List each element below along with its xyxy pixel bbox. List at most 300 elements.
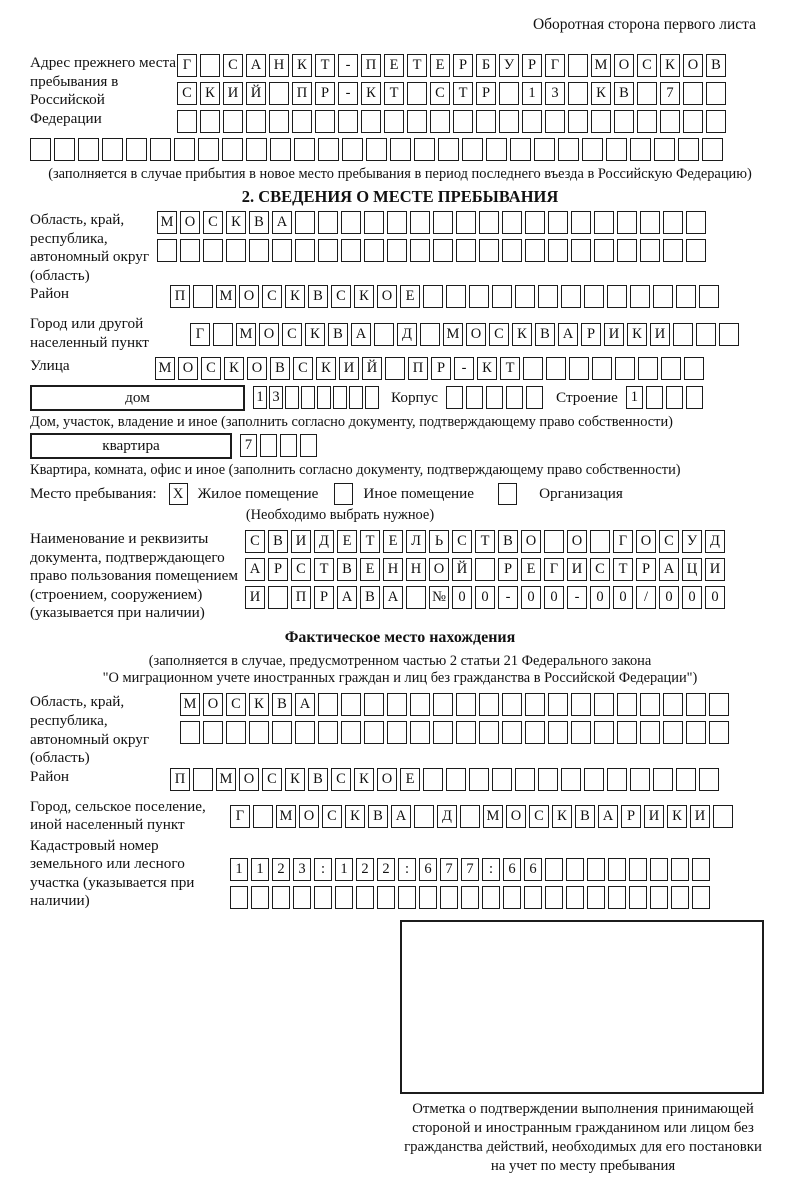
form-cell [663, 239, 683, 262]
form-cell: К [354, 285, 374, 308]
prev-address-block [30, 54, 770, 138]
form-cell: 3 [293, 858, 311, 881]
form-cell [338, 110, 358, 133]
form-cell: О [521, 530, 541, 553]
form-cell [414, 138, 435, 161]
form-cell: № [429, 586, 449, 609]
form-cell [318, 693, 338, 716]
form-cell: Й [452, 558, 472, 581]
form-cell: 6 [419, 858, 437, 881]
form-cell: Т [360, 530, 380, 553]
form-cell [365, 386, 379, 409]
form-cell: 1 [251, 858, 269, 881]
form-cell: К [224, 357, 244, 380]
prev-address-caption: (заполняется в случае прибытия в новое место пребывания в период последнего въезда в Российскую Федерацию) [48, 166, 752, 182]
form-cell: Т [453, 82, 473, 105]
form-cell: В [272, 693, 292, 716]
actual-district-label: Район [30, 767, 70, 785]
form-cell: К [591, 82, 611, 105]
form-cell [456, 239, 476, 262]
form-cell [407, 82, 427, 105]
form-cell [692, 886, 710, 909]
form-cell [587, 858, 605, 881]
form-cell [356, 886, 374, 909]
form-cell [433, 721, 453, 744]
form-cell [364, 211, 384, 234]
form-cell: А [351, 323, 371, 346]
form-cell: 0 [613, 586, 633, 609]
form-cell: С [659, 530, 679, 553]
form-cell [482, 886, 500, 909]
form-cell [342, 138, 363, 161]
form-cell [558, 138, 579, 161]
form-cell: К [660, 54, 680, 77]
city-block [30, 315, 770, 352]
form-cell: У [499, 54, 519, 77]
form-cell [456, 721, 476, 744]
form-cell: А [272, 211, 292, 234]
form-cell: С [226, 693, 246, 716]
form-cell: А [558, 323, 578, 346]
cadastral-label: Кадастровый номер земельного или лесного участка (указывается при наличии) [30, 836, 195, 910]
form-cell [630, 138, 651, 161]
form-cell: О [683, 54, 703, 77]
form-cell [544, 530, 564, 553]
form-cell: У [682, 530, 702, 553]
form-cell [223, 110, 243, 133]
form-cell: Р [476, 82, 496, 105]
form-cell: А [391, 805, 411, 828]
actual-district-block [30, 768, 770, 796]
form-cell [525, 693, 545, 716]
form-cell [663, 693, 683, 716]
form-cell: Т [384, 82, 404, 105]
form-cell: Р [621, 805, 641, 828]
street-label: Улица [30, 356, 70, 374]
form-cell [333, 386, 347, 409]
form-cell: - [338, 82, 358, 105]
form-cell: А [246, 54, 266, 77]
form-cell [561, 768, 581, 791]
form-cell: В [614, 82, 634, 105]
korpus-label: Корпус [391, 388, 439, 406]
form-cell [374, 323, 394, 346]
form-cell [584, 285, 604, 308]
actual-city-block [30, 798, 770, 835]
form-cell: И [604, 323, 624, 346]
form-cell [614, 110, 634, 133]
prev-address-label: Адрес прежнего места пребывания в Российской Федерации [30, 54, 177, 127]
form-cell: 6 [524, 858, 542, 881]
form-cell: В [360, 586, 380, 609]
form-cell: Т [500, 357, 520, 380]
form-cell: И [650, 323, 670, 346]
form-cell [506, 386, 523, 409]
region-cells [157, 211, 709, 267]
form-cell [654, 138, 675, 161]
form-cell [594, 211, 614, 234]
form-cell: Г [544, 558, 564, 581]
form-cell: Д [314, 530, 334, 553]
form-cell: Р [498, 558, 518, 581]
form-cell [523, 357, 543, 380]
form-cell: Г [230, 805, 250, 828]
form-cell: Г [190, 323, 210, 346]
form-cell [102, 138, 123, 161]
form-cell: Л [406, 530, 426, 553]
form-cell [180, 239, 200, 262]
form-cell [314, 886, 332, 909]
form-cell [193, 768, 213, 791]
form-cell [253, 805, 273, 828]
form-cell: 1 [626, 386, 643, 409]
form-cell [525, 211, 545, 234]
form-cell: К [354, 768, 374, 791]
street-row [155, 357, 707, 380]
form-cell [157, 239, 177, 262]
form-cell [607, 285, 627, 308]
form-cell: А [383, 586, 403, 609]
house-block [30, 385, 770, 411]
form-cell [479, 721, 499, 744]
document-label: Наименование и реквизиты документа, подтверждающего право пользования помещением (строением, сооружением) (указывается при наличии) [30, 530, 239, 622]
form-cell: О [636, 530, 656, 553]
form-cell: 7 [440, 858, 458, 881]
actual-region-row-2 [180, 721, 732, 744]
form-cell: К [345, 805, 365, 828]
form-cell [230, 886, 248, 909]
document-row-2 [245, 558, 728, 581]
form-cell [246, 110, 266, 133]
form-cell [268, 586, 288, 609]
form-cell [526, 386, 543, 409]
form-cell: Е [400, 768, 420, 791]
form-cell: В [337, 558, 357, 581]
street-block [30, 357, 770, 385]
form-cell: А [337, 586, 357, 609]
form-cell: Е [384, 54, 404, 77]
district-label: Район [30, 285, 70, 303]
form-cell [193, 285, 213, 308]
form-cell [387, 721, 407, 744]
form-cell [341, 693, 361, 716]
form-cell: Й [362, 357, 382, 380]
form-cell: 1 [522, 82, 542, 105]
form-cell: А [295, 693, 315, 716]
form-cell: С [489, 323, 509, 346]
form-cell: О [377, 768, 397, 791]
form-cell: С [177, 82, 197, 105]
form-cell [566, 886, 584, 909]
form-cell [226, 239, 246, 262]
form-cell [269, 110, 289, 133]
form-cell [525, 721, 545, 744]
cadastral-row-2 [230, 886, 713, 909]
form-cell [180, 721, 200, 744]
form-cell [499, 110, 519, 133]
form-cell: П [408, 357, 428, 380]
form-cell [213, 323, 233, 346]
stamp-area-box [400, 920, 764, 1094]
form-cell [222, 138, 243, 161]
form-cell: М [483, 805, 503, 828]
form-cell [294, 138, 315, 161]
section2-title: 2. СВЕДЕНИЯ О МЕСТЕ ПРЕБЫВАНИЯ [241, 187, 559, 207]
form-cell [686, 693, 706, 716]
form-cell: Д [437, 805, 457, 828]
form-cell [462, 138, 483, 161]
stroenie-label: Строение [556, 388, 618, 406]
form-cell: О [259, 323, 279, 346]
form-cell: О [299, 805, 319, 828]
form-cell: К [361, 82, 381, 105]
apartment-box: квартира [30, 433, 232, 459]
form-cell: В [535, 323, 555, 346]
form-cell [440, 886, 458, 909]
form-cell [200, 110, 220, 133]
form-cell: В [706, 54, 726, 77]
form-cell: В [308, 285, 328, 308]
form-cell [617, 721, 637, 744]
form-cell [594, 239, 614, 262]
form-cell [301, 386, 315, 409]
form-cell: 0 [590, 586, 610, 609]
form-cell: И [567, 558, 587, 581]
form-cell: Й [246, 82, 266, 105]
cadastral-row-1 [230, 858, 713, 881]
form-cell [637, 110, 657, 133]
form-cell: Г [613, 530, 633, 553]
form-cell [295, 211, 315, 234]
form-cell: Т [407, 54, 427, 77]
form-cell: С [331, 285, 351, 308]
option-inoe-label: Иное помещение [363, 485, 475, 503]
form-cell: Р [522, 54, 542, 77]
form-cell [377, 886, 395, 909]
stay-place-hint: (Необходимо выбрать нужное) [245, 507, 435, 524]
form-cell [608, 858, 626, 881]
form-cell [387, 693, 407, 716]
form-cell [433, 693, 453, 716]
form-cell: С [529, 805, 549, 828]
form-cell: А [598, 805, 618, 828]
form-cell [524, 886, 542, 909]
actual-region-label: Область, край, республика, автономный округ (область) [30, 693, 150, 767]
checkbox-inoe [334, 483, 353, 505]
form-cell [461, 886, 479, 909]
apartment-caption: Квартира, комната, офис и иное (заполнить согласно документу, подтверждающему право собственности) [30, 461, 681, 478]
region-row-1 [157, 211, 709, 234]
form-cell [522, 110, 542, 133]
form-cell [476, 110, 496, 133]
form-cell: И [245, 586, 265, 609]
form-cell: О [178, 357, 198, 380]
form-cell [385, 357, 405, 380]
form-cell [663, 211, 683, 234]
form-cell [538, 768, 558, 791]
district-block [30, 285, 770, 313]
form-cell [515, 285, 535, 308]
form-cell [692, 858, 710, 881]
form-cell: С [637, 54, 657, 77]
form-cell [398, 886, 416, 909]
actual-location-title: Фактическое место нахождения [284, 628, 516, 646]
form-cell [638, 357, 658, 380]
form-cell [608, 886, 626, 909]
district-row [170, 285, 722, 308]
actual-location-caption-1: (заполняется в случае, предусмотренном частью 2 статьи 21 Федерального закона [148, 652, 652, 669]
form-cell: С [203, 211, 223, 234]
form-cell: М [180, 693, 200, 716]
form-cell [486, 138, 507, 161]
form-cell: П [361, 54, 381, 77]
form-cell [661, 357, 681, 380]
form-cell [414, 805, 434, 828]
form-cell [561, 285, 581, 308]
form-cell [584, 768, 604, 791]
form-cell: Р [268, 558, 288, 581]
form-cell: Е [337, 530, 357, 553]
form-cell [251, 886, 269, 909]
house-box: дом [30, 385, 245, 411]
form-cell [433, 211, 453, 234]
form-cell [629, 886, 647, 909]
form-cell [592, 357, 612, 380]
form-cell [571, 721, 591, 744]
form-cell: И [690, 805, 710, 828]
form-cell: К [200, 82, 220, 105]
form-cell [174, 138, 195, 161]
form-cell [479, 211, 499, 234]
form-cell [650, 886, 668, 909]
form-cell: Б [476, 54, 496, 77]
form-cell [446, 768, 466, 791]
form-cell: Н [269, 54, 289, 77]
form-cell: К [316, 357, 336, 380]
form-cell [315, 110, 335, 133]
form-cell [671, 858, 689, 881]
korpus-cells [446, 386, 546, 409]
stamp-caption-line-4: на учет по месту пребывания [490, 1157, 676, 1174]
form-cell: И [339, 357, 359, 380]
form-cell [499, 82, 519, 105]
form-cell: В [249, 211, 269, 234]
form-cell: : [314, 858, 332, 881]
form-cell [150, 138, 171, 161]
form-cell [438, 138, 459, 161]
form-cell: 1 [230, 858, 248, 881]
header-note: Оборотная сторона первого листа [532, 16, 756, 33]
form-cell: Е [360, 558, 380, 581]
form-cell: К [512, 323, 532, 346]
form-cell [177, 110, 197, 133]
form-cell: 2 [377, 858, 395, 881]
form-cell: К [627, 323, 647, 346]
form-cell [607, 768, 627, 791]
form-cell: 1 [253, 386, 267, 409]
form-cell [666, 386, 683, 409]
apartment-cells [240, 434, 320, 457]
form-cell [671, 886, 689, 909]
form-cell [571, 211, 591, 234]
form-cell: 3 [545, 82, 565, 105]
form-cell [361, 110, 381, 133]
form-cell [676, 285, 696, 308]
form-cell [410, 693, 430, 716]
form-cell [502, 693, 522, 716]
form-cell [446, 386, 463, 409]
form-cell: О [239, 285, 259, 308]
form-cell: К [226, 211, 246, 234]
form-cell: 2 [272, 858, 290, 881]
form-cell [341, 721, 361, 744]
form-cell: В [268, 530, 288, 553]
form-cell: Г [545, 54, 565, 77]
cadastral-cells [230, 858, 713, 914]
form-cell [545, 110, 565, 133]
form-cell: С [201, 357, 221, 380]
form-cell [203, 239, 223, 262]
form-cell: Д [397, 323, 417, 346]
form-cell [341, 239, 361, 262]
form-cell [249, 721, 269, 744]
actual-district-row [170, 768, 722, 791]
form-cell: П [291, 586, 311, 609]
form-cell [663, 721, 683, 744]
form-cell [571, 693, 591, 716]
form-cell: С [331, 768, 351, 791]
form-cell [318, 211, 338, 234]
form-cell [423, 768, 443, 791]
form-cell: Е [521, 558, 541, 581]
form-cell [272, 239, 292, 262]
stamp-caption-line-3: гражданства действий, необходимых для его постановки [404, 1138, 762, 1155]
form-cell [272, 886, 290, 909]
house-number-cells [253, 386, 381, 409]
form-cell: 7 [461, 858, 479, 881]
form-cell [420, 323, 440, 346]
form-cell: 3 [269, 386, 283, 409]
form-cell: К [285, 768, 305, 791]
form-cell [292, 110, 312, 133]
form-cell: К [249, 693, 269, 716]
form-cell: К [552, 805, 572, 828]
form-cell: 0 [452, 586, 472, 609]
form-cell [390, 138, 411, 161]
form-cell: М [443, 323, 463, 346]
form-cell [629, 858, 647, 881]
form-cell: Д [705, 530, 725, 553]
actual-region-cells [180, 693, 732, 749]
form-cell [709, 693, 729, 716]
form-cell [456, 211, 476, 234]
form-cell [525, 239, 545, 262]
region-row-2 [157, 239, 709, 262]
form-cell: О [377, 285, 397, 308]
form-cell [492, 768, 512, 791]
form-cell: Е [383, 530, 403, 553]
form-cell [260, 434, 277, 457]
form-cell [406, 586, 426, 609]
form-cell [502, 721, 522, 744]
form-cell: О [247, 357, 267, 380]
form-cell: - [498, 586, 518, 609]
form-cell: О [614, 54, 634, 77]
document-row-3 [245, 586, 728, 609]
form-cell [568, 54, 588, 77]
form-cell: В [368, 805, 388, 828]
form-cell: И [223, 82, 243, 105]
